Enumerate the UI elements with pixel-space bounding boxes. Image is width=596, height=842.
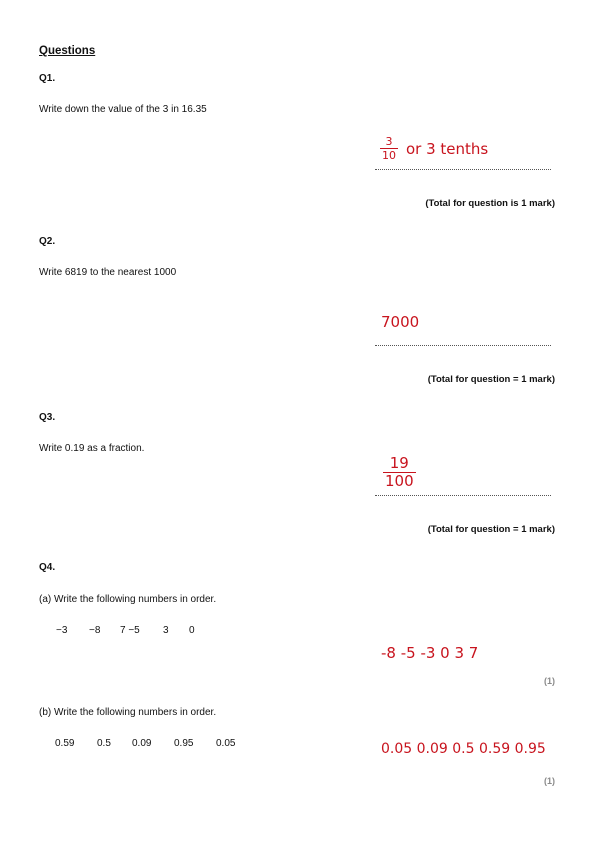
q1-label: Q1.: [39, 73, 56, 84]
q4-label: Q4.: [39, 562, 56, 573]
q1-text: Write down the value of the 3 in 16.35: [39, 104, 207, 115]
q4a-numbers: [56, 625, 195, 636]
page-heading: Questions: [39, 45, 96, 57]
q2-answer: 7000: [381, 313, 420, 331]
q1-answer-line: [375, 169, 551, 170]
q3-text: Write 0.19 as a fraction.: [39, 443, 145, 454]
q4b-number: 0.95: [174, 738, 194, 749]
q3-answer-fraction: [383, 456, 416, 489]
q2-total: (Total for question = 1 mark): [427, 374, 555, 385]
q4a-number: −3: [56, 625, 68, 636]
q4a-answer: -8 -5 -3 0 3 7: [381, 644, 479, 662]
q1-answer-fraction: [380, 136, 398, 161]
q2-answer-line: [375, 345, 551, 346]
q3-label: Q3.: [39, 412, 56, 423]
q4b-number: 0.5: [97, 738, 111, 749]
q3-total: (Total for question = 1 mark): [427, 524, 555, 535]
q4b-text: (b) Write the following numbers in order.: [39, 707, 217, 718]
q4b-number: 0.59: [55, 738, 75, 749]
q4a-number: 3: [163, 625, 169, 636]
q4b-number: 0.09: [132, 738, 152, 749]
q1-answer-denominator: 10: [382, 149, 396, 162]
q3-answer-denominator: 100: [385, 472, 414, 490]
q3-answer-numerator: 19: [389, 454, 409, 472]
q4a-text: (a) Write the following numbers in order.: [39, 594, 217, 605]
q1-total: (Total for question is 1 mark): [425, 198, 555, 209]
q4b-mark: (1): [544, 776, 555, 786]
q4a-number: 0: [189, 625, 195, 636]
q4b-numbers: [55, 738, 235, 749]
q4a-number: −8: [89, 625, 101, 636]
q1-answer-numerator: 3: [385, 135, 393, 148]
q4b-number: 0.05: [216, 738, 236, 749]
q3-answer: [383, 453, 416, 489]
q4b-answer: 0.05 0.09 0.5 0.59 0.95: [381, 741, 546, 757]
q1-answer: [380, 136, 488, 161]
q1-answer-suffix: or 3 tenths: [406, 139, 489, 158]
q4a-number: 7 −5: [120, 625, 140, 636]
q2-label: Q2.: [39, 236, 56, 247]
q3-answer-line: [375, 495, 551, 496]
q2-text: Write 6819 to the nearest 1000: [39, 267, 177, 278]
q4a-mark: (1): [544, 676, 555, 686]
